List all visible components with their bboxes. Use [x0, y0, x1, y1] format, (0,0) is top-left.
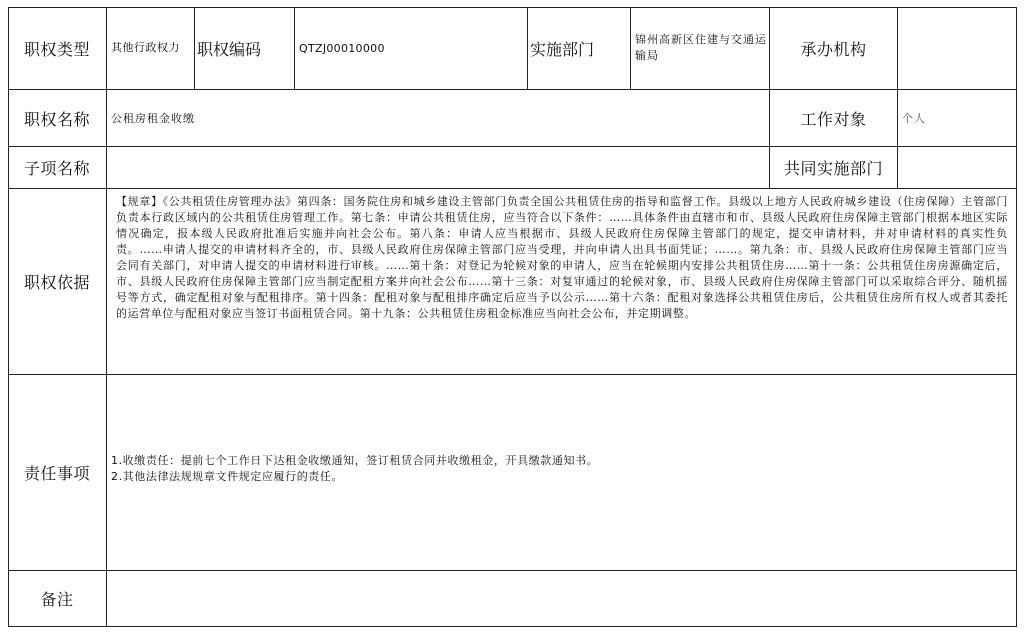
power-type-label: 职权类型 [8, 7, 107, 90]
impl-dept-label: 实施部门 [528, 7, 631, 90]
joint-impl-dept-label: 共同实施部门 [770, 147, 898, 189]
power-code-label: 职权编码 [195, 7, 295, 90]
work-object-label: 工作对象 [770, 90, 898, 147]
sub-item-name-label: 子项名称 [8, 147, 107, 189]
handling-org-value [898, 7, 1017, 90]
power-basis-text: 【规章】《公共租赁住房管理办法》第四条：国务院住房和城乡建设主管部门负责全国公共租赁住房的指导和监督工作。县级以上地方人民政府城乡建设（住房保障）主管部门负责本行政区域内的公共租赁住房管理工作。第七条：申请公共租赁住房，应当符合以下条件：……具体条件由直辖市和市、县级人民政府住房保障主管部门根据本地区实际情况确定，报本级人民政府批准后实施并向社会公布。第八条：申请人应当根据市、县级人民政府住房保障主管部门的规定，提交申请材料，并对申请材料的真实性负责。……申请人提交的申请材料齐全的，市、县级人民政府住房保障主管部门应当受理，并向申请人出具书面凭证；……。第九条：市、县级人民政府住房保障主管部门应当会同有关部门，对申请人提交的申请材料进行审核。……第十条：对登记为轮候对象的申请人，应当在轮候期内安排公共租赁住房……第十一条：公共租赁住房房源确定后，市、县级人民政府住房保障主管部门应当制定配租方案并向社会公布……第十三条：对复审通过的轮候对象，市、县级人民政府住房保障主管部门可以采取综合评分、随机摇号等方式，确定配租对象与配租排序。第十四条：配租对象与配租排序确定后应当予以公示……第十六条：配租对象选择公共租赁住房后，公共租赁住房所有权人或者其委托的运营单位与配租对象应当签订书面租赁合同。第十九条：公共租赁住房租金标准应当向社会公布，并定期调整。 [107, 189, 1017, 375]
power-type-value: 其他行政权力 [107, 7, 195, 90]
power-basis-label: 职权依据 [8, 189, 107, 375]
power-name-value: 公租房租金收缴 [107, 90, 770, 147]
remarks-label: 备注 [8, 571, 107, 627]
responsibility-item: 2.其他法律法规规章文件规定应履行的责任。 [111, 469, 344, 483]
handling-org-label: 承办机构 [770, 7, 898, 90]
remarks-value [107, 571, 1017, 627]
impl-dept-value: 锦州高新区住建与交通运输局 [631, 7, 770, 90]
sub-item-name-value [107, 147, 770, 189]
responsibilities-label: 责任事项 [8, 375, 107, 571]
joint-impl-dept-value [898, 147, 1017, 189]
responsibilities-list [107, 375, 1017, 571]
power-code-value: QTZJ00010000 [295, 7, 528, 90]
work-object-value: 个人 [898, 90, 1017, 147]
power-name-label: 职权名称 [8, 90, 107, 147]
responsibility-item: 1.收缴责任：提前七个工作日下达租金收缴通知，签订租赁合同并收缴租金，开具缴款通知书。 [111, 453, 599, 467]
